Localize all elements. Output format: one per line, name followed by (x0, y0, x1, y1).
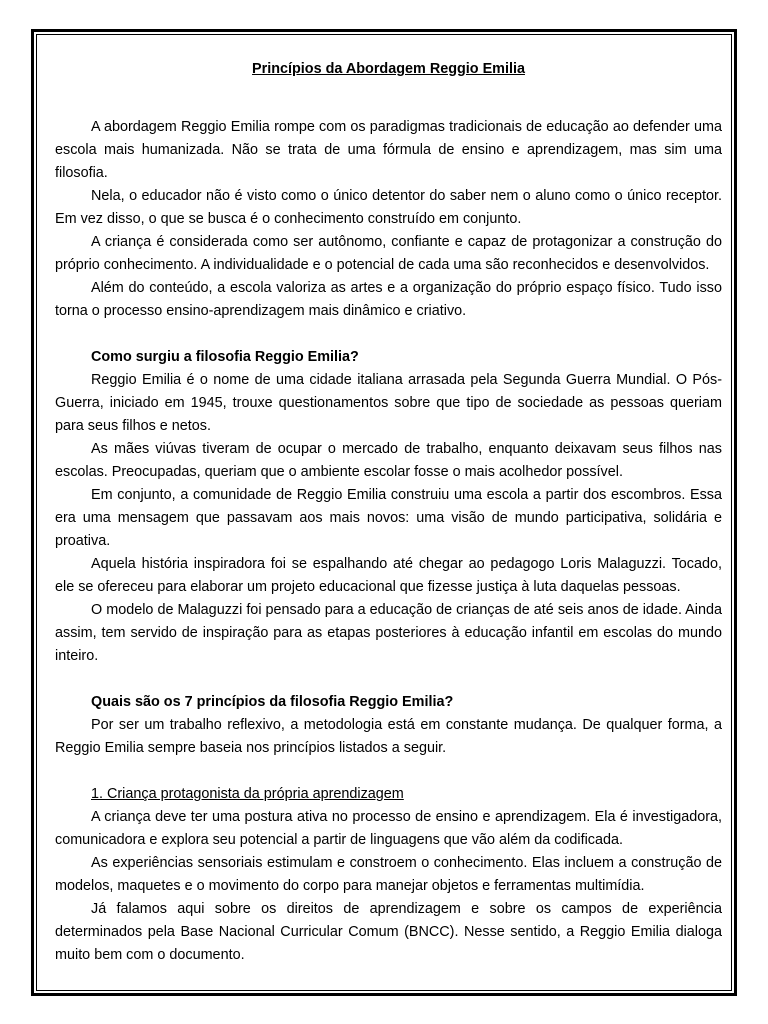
paragraph: As mães viúvas tiveram de ocupar o mercado de trabalho, enquanto deixavam seus filhos nas escolas. Preocupadas, queriam que o ambiente escolar fosse o mais acolhedor possível. (55, 441, 722, 480)
paragraph: Já falamos aqui sobre os direitos de aprendizagem e sobre os campos de experiência determinados pela Base Nacional Curricular Comum (BNCC). Nesse sentido, a Reggio Emilia dialoga muito bem com o documento. (55, 901, 722, 963)
section-heading: Como surgiu a filosofia Reggio Emilia? (91, 349, 359, 365)
paragraph: Nela, o educador não é visto como o único detentor do saber nem o aluno como o único receptor. Em vez disso, o que se busca é o conhecimento construído em conjunto. (55, 188, 722, 227)
paragraph: Reggio Emilia é o nome de uma cidade italiana arrasada pela Segunda Guerra Mundial. O Pós-Guerra, iniciado em 1945, trouxe questionamentos sobre que tipo de sociedade as pessoas queriam para seus filhos e netos. (55, 372, 722, 434)
paragraph: Além do conteúdo, a escola valoriza as artes e a organização do próprio espaço físico. Tudo isso torna o processo ensino-aprendizagem mais dinâmico e criativo. (55, 280, 722, 319)
document-body (55, 58, 722, 967)
section-heading: Quais são os 7 princípios da filosofia Reggio Emilia? (91, 694, 454, 710)
paragraph: A criança é considerada como ser autônomo, confiante e capaz de protagonizar a construção do próprio conhecimento. A individualidade e o potencial de cada uma são reconhecidos e desenvolvidos. (55, 234, 722, 273)
paragraph: Em conjunto, a comunidade de Reggio Emilia construiu uma escola a partir dos escombros. Essa era uma mensagem que passavam aos mais novos: uma visão de mundo participativa, solidária e proativa. (55, 487, 722, 549)
paragraph: O modelo de Malaguzzi foi pensado para a educação de crianças de até seis anos de idade. Ainda assim, tem servido de inspiração para as etapas posteriores à educação infantil em escolas do mundo inteiro. (55, 602, 722, 664)
paragraph: As experiências sensoriais estimulam e constroem o conhecimento. Elas incluem a construção de modelos, maquetes e o movimento do corpo para manejar objetos e ferramentas multimídia. (55, 855, 722, 894)
principle-heading: 1. Criança protagonista da própria aprendizagem (91, 786, 404, 802)
paragraph: Aquela história inspiradora foi se espalhando até chegar ao pedagogo Loris Malaguzzi. Tocado, ele se ofereceu para elaborar um projeto educacional que fizesse justiça à luta daquelas pessoas. (55, 556, 722, 595)
document-title: Princípios da Abordagem Reggio Emilia (252, 61, 525, 77)
paragraph: A criança deve ter uma postura ativa no processo de ensino e aprendizagem. Ela é investigadora, comunicadora e explora seu potencial a partir de linguagens que vão além da codificada. (55, 809, 722, 848)
paragraph: A abordagem Reggio Emilia rompe com os paradigmas tradicionais de educação ao defender uma escola mais humanizada. Não se trata de uma fórmula de ensino e aprendizagem, mas sim uma filosofia. (55, 119, 722, 181)
paragraph: Por ser um trabalho reflexivo, a metodologia está em constante mudança. De qualquer forma, a Reggio Emilia sempre baseia nos princípios listados a seguir. (55, 717, 722, 756)
